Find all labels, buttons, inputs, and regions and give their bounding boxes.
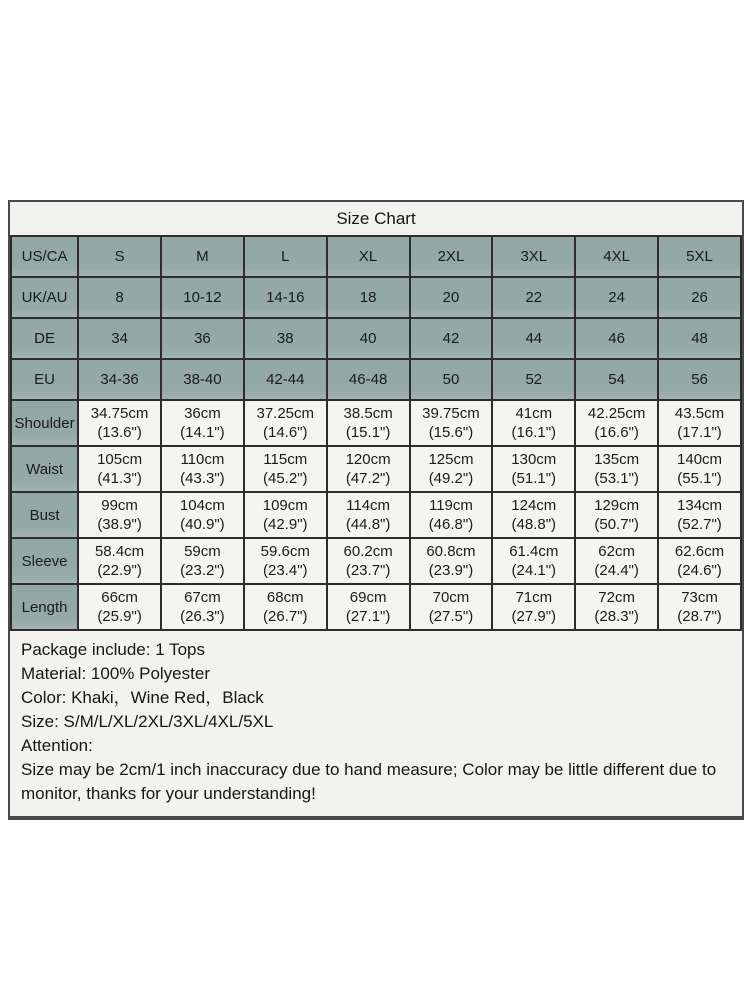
note-material: Material: 100% Polyester	[21, 664, 210, 683]
cm-value: 34.75cm	[90, 405, 149, 422]
size-cell: 44	[492, 318, 575, 359]
measurement-cell	[327, 584, 410, 630]
inch-value: (23.2")	[180, 562, 225, 579]
table-row	[11, 492, 741, 538]
measurement-cell	[492, 538, 575, 584]
inch-value: (42.9")	[263, 516, 308, 533]
chart-title: Size Chart	[10, 202, 742, 235]
size-cell: 42	[410, 318, 493, 359]
note-package: Package include: 1 Tops	[21, 640, 205, 659]
inch-value: (28.7")	[677, 608, 722, 625]
size-chart-panel	[8, 200, 744, 820]
measurement-cell	[78, 584, 161, 630]
row-label: Shoulder	[11, 400, 78, 446]
cm-value: 134cm	[677, 497, 723, 514]
cm-value: 66cm	[101, 589, 138, 606]
note-attention-label: Attention:	[21, 736, 93, 755]
size-cell: 4XL	[575, 236, 658, 277]
size-cell: 10-12	[161, 277, 244, 318]
inch-value: (49.2")	[428, 470, 474, 487]
inch-value: (23.9")	[428, 562, 474, 579]
measurement-cell	[575, 400, 658, 446]
inch-value: (40.9")	[180, 516, 225, 533]
row-label: Bust	[11, 492, 78, 538]
inch-value: (16.1")	[511, 424, 557, 441]
table-row	[11, 400, 741, 446]
inch-value: (25.9")	[97, 608, 142, 625]
measurement-cell	[492, 492, 575, 538]
size-cell: 22	[492, 277, 575, 318]
size-cell: 26	[658, 277, 741, 318]
measurement-cell	[492, 446, 575, 492]
row-label: DE	[11, 318, 78, 359]
size-cell: 38	[244, 318, 327, 359]
size-cell: 24	[575, 277, 658, 318]
inch-value: (50.7")	[594, 516, 639, 533]
size-cell: 46-48	[327, 359, 410, 400]
cm-value: 68cm	[266, 589, 304, 606]
inch-value: (28.3")	[594, 608, 639, 625]
measurement-cell	[244, 400, 327, 446]
size-cell: 40	[327, 318, 410, 359]
measurement-cell	[161, 584, 244, 630]
inch-value: (14.6")	[263, 424, 308, 441]
inch-value: (27.1")	[345, 608, 391, 625]
cm-value: 39.75cm	[422, 405, 480, 422]
inch-value: (55.1")	[677, 470, 722, 487]
size-cell: 36	[161, 318, 244, 359]
cm-value: 119cm	[428, 497, 473, 514]
inch-value: (15.1")	[345, 424, 391, 441]
cm-value: 59cm	[184, 543, 221, 560]
size-table-body	[11, 236, 741, 630]
inch-value: (13.6")	[97, 424, 142, 441]
table-row	[11, 538, 741, 584]
size-cell: 8	[78, 277, 161, 318]
inch-value: (24.4")	[594, 562, 639, 579]
table-row	[11, 584, 741, 630]
cm-value: 71cm	[515, 589, 553, 606]
size-cell: 50	[410, 359, 493, 400]
inch-value: (17.1")	[677, 424, 722, 441]
inch-value: (41.3")	[97, 470, 142, 487]
size-cell: M	[161, 236, 244, 277]
measurement-cell	[575, 584, 658, 630]
inch-value: (46.8")	[428, 516, 474, 533]
size-cell: 34-36	[78, 359, 161, 400]
measurement-cell	[492, 400, 575, 446]
size-cell: 46	[575, 318, 658, 359]
inch-value: (24.1")	[511, 562, 557, 579]
size-cell: 14-16	[244, 277, 327, 318]
measurement-cell	[327, 538, 410, 584]
inch-value: (14.1")	[180, 424, 225, 441]
table-row	[11, 446, 741, 492]
size-cell: 52	[492, 359, 575, 400]
measurement-cell	[244, 538, 327, 584]
inch-value: (26.7")	[263, 608, 308, 625]
size-cell: 38-40	[161, 359, 244, 400]
inch-value: (16.6")	[594, 424, 639, 441]
measurement-cell	[410, 492, 493, 538]
measurement-cell	[575, 492, 658, 538]
measurement-cell	[410, 446, 493, 492]
inch-value: (48.8")	[511, 516, 557, 533]
cm-value: 73cm	[681, 589, 718, 606]
cm-value: 61.4cm	[509, 543, 559, 560]
size-cell: 48	[658, 318, 741, 359]
inch-value: (26.3")	[180, 608, 225, 625]
cm-value: 130cm	[511, 451, 557, 468]
size-cell: 2XL	[410, 236, 493, 277]
row-label: Waist	[11, 446, 78, 492]
table-row	[11, 277, 741, 318]
cm-value: 115cm	[263, 451, 308, 468]
cm-value: 125cm	[428, 451, 474, 468]
inch-value: (44.8")	[345, 516, 391, 533]
inch-value: (24.6")	[677, 562, 722, 579]
measurement-cell	[575, 538, 658, 584]
measurement-cell	[327, 400, 410, 446]
measurement-cell	[410, 538, 493, 584]
size-table	[10, 235, 742, 631]
inch-value: (43.3")	[180, 470, 225, 487]
size-cell: 42-44	[244, 359, 327, 400]
size-cell: L	[244, 236, 327, 277]
cm-value: 58.4cm	[94, 543, 145, 560]
cm-value: 60.8cm	[426, 543, 476, 560]
inch-value: (23.7")	[345, 562, 391, 579]
inch-value: (47.2")	[345, 470, 391, 487]
measurement-cell	[161, 492, 244, 538]
inch-value: (52.7")	[677, 516, 722, 533]
measurement-cell	[658, 400, 741, 446]
measurement-cell	[658, 492, 741, 538]
cm-value: 70cm	[432, 589, 470, 606]
row-label: Sleeve	[11, 538, 78, 584]
measurement-cell	[78, 446, 161, 492]
table-row	[11, 236, 741, 277]
size-cell: 20	[410, 277, 493, 318]
size-cell: S	[78, 236, 161, 277]
cm-value: 36cm	[184, 405, 221, 422]
cm-value: 62cm	[598, 543, 635, 560]
measurement-cell	[658, 538, 741, 584]
row-label: UK/AU	[11, 277, 78, 318]
size-cell: 3XL	[492, 236, 575, 277]
note-size: Size: S/M/L/XL/2XL/3XL/4XL/5XL	[21, 712, 274, 731]
measurement-cell	[327, 446, 410, 492]
measurement-cell	[244, 492, 327, 538]
measurement-cell	[161, 538, 244, 584]
inch-value: (15.6")	[428, 424, 474, 441]
cm-value: 69cm	[349, 589, 387, 606]
inch-value: (23.4")	[263, 562, 308, 579]
inch-value: (51.1")	[511, 470, 557, 487]
product-notes	[10, 631, 742, 816]
measurement-cell	[161, 400, 244, 446]
cm-value: 109cm	[262, 497, 308, 514]
measurement-cell	[244, 584, 327, 630]
cm-value: 67cm	[184, 589, 221, 606]
measurement-cell	[244, 446, 327, 492]
cm-value: 105cm	[97, 451, 143, 468]
measurement-cell	[78, 400, 161, 446]
measurement-cell	[575, 446, 658, 492]
measurement-cell	[492, 584, 575, 630]
measurement-cell	[78, 538, 161, 584]
size-cell: 18	[327, 277, 410, 318]
measurement-cell	[410, 400, 493, 446]
cm-value: 72cm	[598, 589, 635, 606]
size-cell: 34	[78, 318, 161, 359]
cm-value: 135cm	[594, 451, 640, 468]
cm-value: 43.5cm	[674, 405, 725, 422]
measurement-cell	[658, 446, 741, 492]
cm-value: 110cm	[180, 451, 225, 468]
inch-value: (27.9")	[511, 608, 557, 625]
cm-value: 120cm	[345, 451, 391, 468]
measurement-cell	[410, 584, 493, 630]
cm-value: 38.5cm	[343, 405, 393, 422]
size-cell: 5XL	[658, 236, 741, 277]
measurement-cell	[658, 584, 741, 630]
row-label: Length	[11, 584, 78, 630]
size-cell: 56	[658, 359, 741, 400]
cm-value: 60.2cm	[343, 543, 393, 560]
cm-value: 42.25cm	[587, 405, 646, 422]
cm-value: 37.25cm	[256, 405, 315, 422]
cm-value: 62.6cm	[674, 543, 725, 560]
size-cell: 54	[575, 359, 658, 400]
cm-value: 59.6cm	[260, 543, 310, 560]
cm-value: 104cm	[179, 497, 225, 514]
inch-value: (45.2")	[263, 470, 308, 487]
table-row	[11, 318, 741, 359]
size-cell: XL	[327, 236, 410, 277]
inch-value: (27.5")	[428, 608, 474, 625]
cm-value: 129cm	[594, 497, 640, 514]
cm-value: 41cm	[515, 405, 553, 422]
row-label: EU	[11, 359, 78, 400]
measurement-cell	[78, 492, 161, 538]
inch-value: (38.9")	[97, 516, 142, 533]
cm-value: 124cm	[511, 497, 557, 514]
inch-value: (22.9")	[97, 562, 142, 579]
cm-value: 99cm	[101, 497, 138, 514]
row-label: US/CA	[11, 236, 78, 277]
cm-value: 140cm	[677, 451, 723, 468]
inch-value: (53.1")	[594, 470, 639, 487]
measurement-cell	[327, 492, 410, 538]
cm-value: 114cm	[346, 497, 391, 514]
note-color: Color: Khaki，Wine Red，Black	[21, 688, 264, 707]
table-row	[11, 359, 741, 400]
measurement-cell	[161, 446, 244, 492]
note-disclaimer: Size may be 2cm/1 inch inaccuracy due to hand measure; Color may be little different due to monitor, thanks for your understanding!	[21, 760, 717, 803]
